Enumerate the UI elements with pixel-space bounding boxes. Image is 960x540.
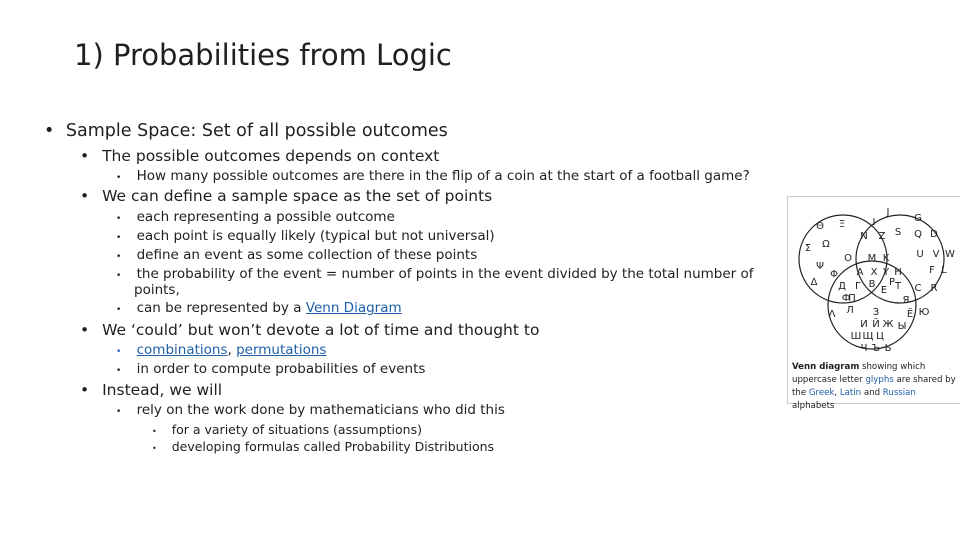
combinations-link[interactable]: combinations — [136, 342, 228, 358]
venn-letter: Д — [838, 281, 846, 292]
permutations-link[interactable]: permutations — [236, 342, 327, 358]
venn-letter: Λ — [828, 309, 836, 320]
venn-letter: N — [860, 231, 868, 242]
bullet-rely-on-work — [116, 402, 505, 418]
bullet-text: define an event as some collection of these points — [136, 247, 478, 263]
venn-letter: Π — [848, 293, 856, 304]
bullet-text: The possible outcomes depends on context — [102, 147, 440, 165]
bullet-text: rely on the work done by mathematicians who did this — [136, 402, 505, 418]
bullet-text: each point is equally likely (typical but not universal) — [136, 228, 495, 244]
bullet-glyph: • — [116, 347, 122, 357]
venn-letter: H — [894, 267, 902, 278]
venn-letter: G — [914, 213, 922, 224]
glyphs-link[interactable]: glyphs — [865, 375, 894, 385]
bullet-text: can be represented by a — [136, 300, 306, 316]
venn-letter: E — [880, 285, 888, 296]
venn-letter: L — [941, 265, 947, 276]
caption-text: , — [834, 388, 840, 398]
bullet-glyph: • — [152, 444, 157, 453]
bullet-coin-flip — [116, 168, 750, 184]
bullet-define-sample-space — [80, 187, 492, 205]
venn-letter: B — [868, 279, 876, 290]
venn-letter: R — [930, 283, 938, 294]
bullet-probability-distributions — [152, 439, 494, 454]
bullet-text: in order to compute probabilities of events — [136, 361, 426, 377]
bullet-could-but-wont — [80, 321, 539, 339]
bullet-text: each representing a possible outcome — [136, 209, 395, 225]
caption-text: alphabets — [792, 401, 835, 411]
bullet-glyph: • — [44, 121, 55, 141]
bullet-text: Instead, we will — [102, 381, 223, 399]
venn-letter: Ъ — [871, 343, 881, 354]
venn-letter: Й — [872, 319, 880, 330]
venn-letter: Ю — [918, 307, 930, 318]
bullet-compute-probabilities — [116, 361, 425, 377]
venn-letter: Ω — [822, 239, 830, 250]
venn-letter: Ь — [884, 343, 892, 354]
bullet-venn-diagram — [116, 300, 402, 316]
venn-letter: Ё — [906, 309, 914, 320]
bullet-glyph: • — [80, 381, 90, 399]
venn-letter: A — [856, 267, 864, 278]
venn-letter: Ф — [841, 293, 851, 304]
venn-letter: Ш — [850, 331, 862, 342]
venn-letter: Z — [878, 231, 886, 242]
caption-text: are shared by the — [792, 375, 956, 398]
bullet-glyph: • — [80, 147, 90, 165]
venn-letter: Q — [914, 229, 922, 240]
bullet-glyph: • — [116, 233, 122, 243]
venn-caption — [792, 361, 960, 413]
venn-letter: Щ — [862, 331, 874, 342]
venn-letter: Ξ — [838, 219, 846, 230]
venn-letter: И — [860, 319, 868, 330]
venn-diagram-link[interactable]: Venn Diagram — [305, 300, 402, 316]
venn-letter: Θ — [816, 221, 824, 232]
venn-letter: Φ — [830, 269, 838, 280]
bullet-combinations-permutations — [116, 342, 326, 358]
venn-letter: Ы — [897, 321, 907, 332]
venn-letter: F — [929, 265, 935, 276]
bullet-equally-likely — [116, 228, 495, 244]
caption-text: and — [861, 388, 883, 398]
bullet-text: Sample Space: Set of all possible outcomes — [65, 121, 448, 141]
bullet-glyph: • — [116, 252, 122, 262]
venn-letter: D — [930, 229, 938, 240]
venn-letter: Δ — [810, 277, 818, 288]
venn-letters — [805, 207, 955, 354]
venn-letter: З — [872, 307, 880, 318]
slide-title: 1) Probabilities from Logic — [74, 38, 452, 72]
venn-letter: V — [932, 249, 940, 260]
bullet-possible-outcome — [116, 209, 395, 225]
bullet-text: We ‘could’ but won’t devote a lot of time and thought to — [102, 321, 540, 339]
venn-letter: K — [882, 253, 890, 264]
venn-letter: W — [945, 249, 955, 260]
bullet-variety-situations — [152, 422, 422, 437]
bullet-glyph: • — [152, 427, 157, 436]
bullet-event-probability — [116, 266, 754, 282]
bullet-glyph: • — [80, 321, 90, 339]
bullet-define-event — [116, 247, 477, 263]
venn-letter: I — [872, 217, 876, 228]
venn-letter: Г — [854, 281, 862, 292]
bullet-glyph: • — [116, 305, 122, 315]
caption-bold: Venn diagram — [792, 362, 860, 372]
bullet-text: We can define a sample space as the set of points — [102, 187, 493, 205]
venn-letter: U — [916, 249, 924, 260]
bullet-text: How many possible outcomes are there in the flip of a coin at the start of a football game? — [136, 168, 750, 184]
separator: , — [227, 342, 237, 358]
venn-figure[interactable] — [787, 196, 960, 411]
bullet-glyph: • — [116, 214, 122, 224]
venn-letter: Ц — [876, 331, 884, 342]
bullet-glyph: • — [116, 366, 122, 376]
venn-letter: X — [870, 267, 878, 278]
venn-letter: M — [867, 253, 877, 264]
venn-letter: P — [888, 277, 896, 288]
caption-text: showing which uppercase letter — [792, 362, 926, 385]
venn-letter: Ψ — [816, 261, 824, 272]
venn-letter: Σ — [804, 243, 812, 254]
bullet-glyph: • — [116, 407, 122, 417]
bullet-text: developing formulas called Probability Distributions — [171, 439, 495, 454]
venn-diagram-image — [788, 197, 960, 357]
bullet-text: for a variety of situations (assumptions) — [171, 422, 422, 437]
venn-letter: Я — [902, 295, 910, 306]
venn-letter: O — [844, 253, 852, 264]
venn-letter: C — [914, 283, 922, 294]
venn-letter: Ч — [860, 343, 868, 354]
venn-letter: Л — [846, 305, 854, 316]
bullet-glyph: • — [116, 173, 122, 183]
russian-link[interactable]: Russian — [882, 388, 916, 398]
bullet-event-probability-cont: points, — [134, 282, 180, 298]
latin-link[interactable]: Latin — [839, 388, 862, 398]
bullet-text: the probability of the event = number of points in the event divided by the total number of — [136, 266, 754, 282]
bullet-sample-space — [44, 121, 448, 141]
venn-letter: Y — [882, 267, 890, 278]
venn-letter: Ж — [882, 319, 894, 330]
bullet-instead — [80, 381, 222, 399]
greek-link[interactable]: Greek — [808, 388, 835, 398]
bullet-outcomes-context — [80, 147, 439, 165]
venn-letter: S — [894, 227, 902, 238]
venn-letter: T — [894, 281, 902, 292]
venn-letter: J — [886, 207, 890, 218]
bullet-glyph: • — [80, 187, 90, 205]
bullet-glyph: • — [116, 271, 122, 281]
